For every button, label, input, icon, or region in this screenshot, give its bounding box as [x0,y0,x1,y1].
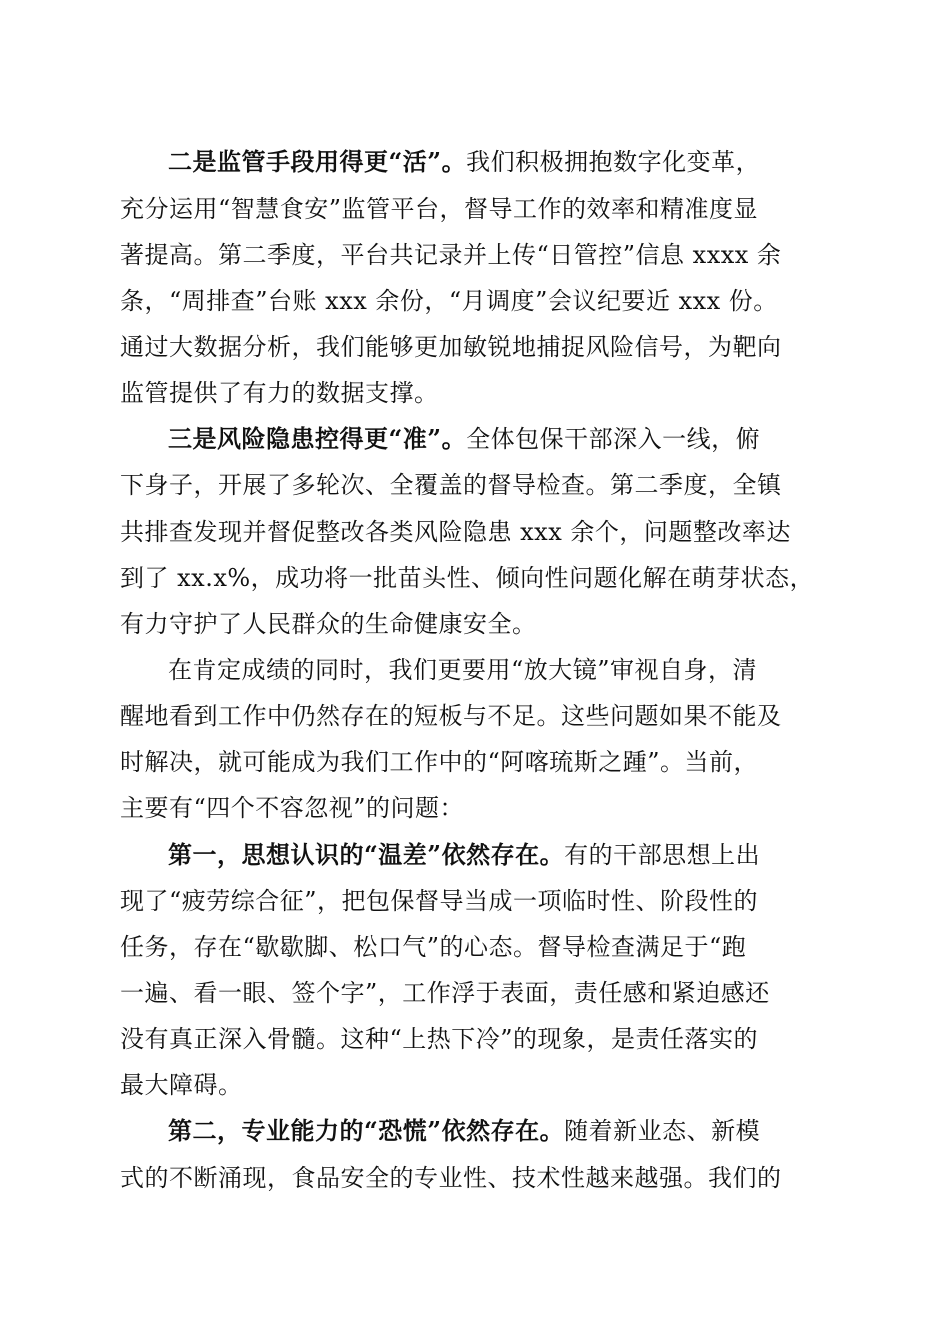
paragraph-1-line-5: 通过大数据分析，我们能够更加敏锐地捕捉风险信号，为靶向 [120,333,782,361]
paragraph-3-line-2: 醒地看到工作中仍然存在的短板与不足。这些问题如果不能及 [120,702,782,730]
paragraph-2-line-2: 下身子，开展了多轮次、全覆盖的督导检查。第二季度，全镇 [120,471,782,499]
paragraph-1-text: 我们积极拥抱数字化变革， [466,148,761,176]
paragraph-2-lead: 三是风险隐患控得更“准”。 [168,424,467,453]
paragraph-2-line-3: 共排查发现并督促整改各类风险隐患 xxx 余个，问题整改率达 [120,518,791,546]
paragraph-1-line-4: 条，“周排查”台账 xxx 余份，“月调度”会议纪要近 xxx 份。 [120,287,778,315]
paragraph-1-line-2: 充分运用“智慧食安”监管平台，督导工作的效率和精准度显 [120,195,759,223]
paragraph-5-text: 随着新业态、新模 [564,1117,761,1145]
paragraph-5-lead: 第二，专业能力的“恐慌”依然存在。 [168,1116,565,1145]
paragraph-3-line-1: 在肯定成绩的同时，我们更要用“放大镜”审视自身，清 [168,656,758,684]
paragraph-1-lead: 二是监管手段用得更“活”。 [168,147,467,176]
paragraph-4-lead: 第一，思想认识的“温差”依然存在。 [168,840,565,869]
paragraph-4-line-4: 一遍、看一眼、签个字”，工作浮于表面，责任感和紧迫感还 [120,979,770,1007]
paragraph-3-line-4: 主要有“四个不容忽视”的问题： [120,794,465,822]
paragraph-2-line-1 [168,423,760,455]
paragraph-1-line-3: 著提高。第二季度，平台共记录并上传“日管控”信息 xxxx 余 [120,241,782,269]
paragraph-4-line-1 [168,839,760,871]
paragraph-2-text: 全体包保干部深入一线，俯 [466,425,761,453]
paragraph-2-line-5: 有力守护了人民群众的生命健康安全。 [120,610,537,638]
paragraph-1-line-6: 监管提供了有力的数据支撑。 [120,379,439,407]
paragraph-5-line-2: 式的不断涌现，食品安全的专业性、技术性越来越强。我们的 [120,1164,782,1192]
paragraph-4-line-3: 任务，存在“歇歇脚、松口气”的心态。督导检查满足于“跑 [120,933,747,961]
paragraph-2-line-4: 到了 xx.x%，成功将一批苗头性、倾向性问题化解在萌芽状态， [120,564,815,592]
paragraph-5-line-1 [168,1115,760,1147]
paragraph-4-line-5: 没有真正深入骨髓。这种“上热下冷”的现象，是责任落实的 [120,1025,759,1053]
paragraph-4-line-6: 最大障碍。 [120,1071,243,1099]
paragraph-4-text: 有的干部思想上出 [564,841,761,869]
paragraph-4-line-2: 现了“疲劳综合征”，把包保督导当成一项临时性、阶段性的 [120,887,759,915]
paragraph-3-line-3: 时解决，就可能成为我们工作中的“阿喀琉斯之踵”。当前， [120,748,759,776]
paragraph-1-line-1 [168,146,760,178]
